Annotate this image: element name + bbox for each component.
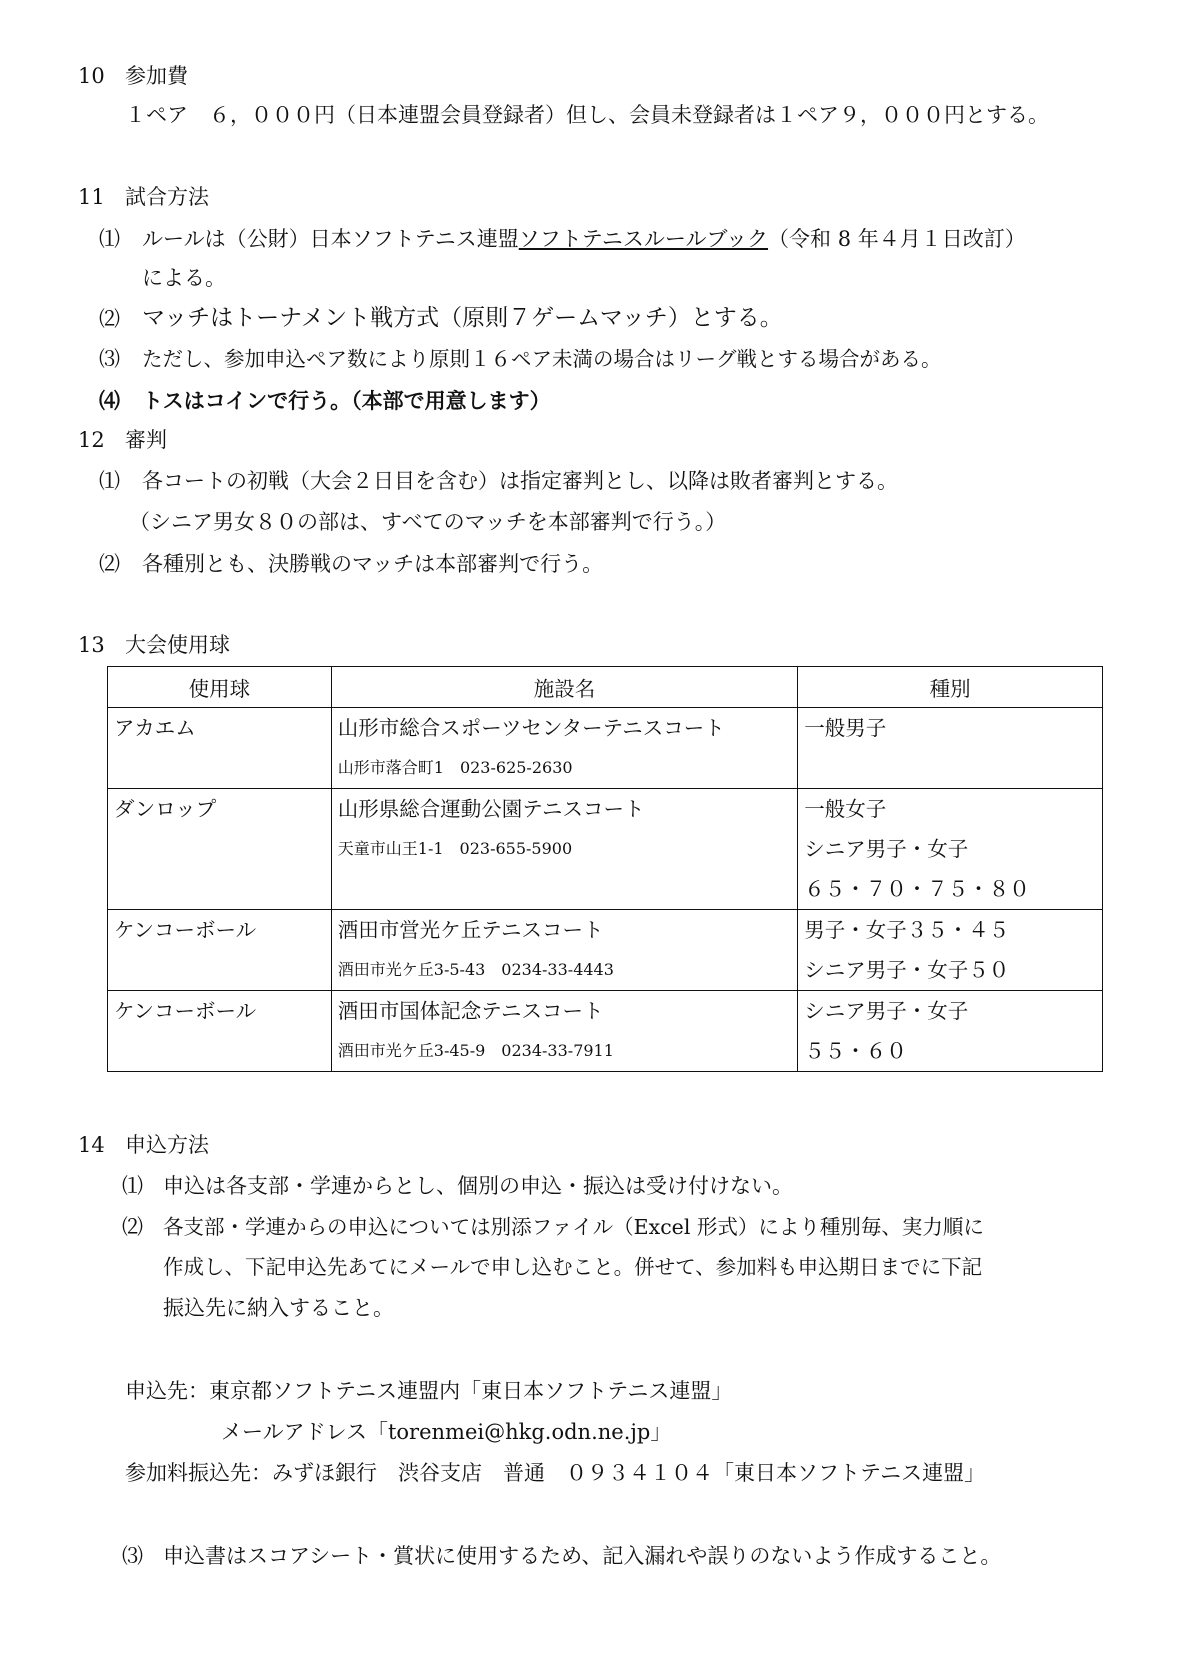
section-11-item-4: トスはコインで行う。（本部で用意します）	[142, 388, 551, 413]
bank-value: みずほ銀行 渋谷支店 普通 ０９３４１０４「東日本ソフトテニス連盟」	[272, 1461, 986, 1485]
facility-name: 酒田市国体記念テニスコート	[337, 999, 604, 1023]
section-14-number: 14	[78, 1133, 105, 1157]
section-12-item-1-marker: ⑴	[99, 469, 120, 493]
category-cell	[798, 789, 1103, 910]
section-14-item-3: 申込書はスコアシート・賞状に使用するため、記入漏れや誤りのないよう作成すること。	[163, 1544, 1002, 1568]
rulebook-link-text: ソフトテニスルールブック	[518, 227, 769, 251]
ball-name: アカエム	[114, 716, 196, 740]
section-14-item-2-line-1: 各支部・学連からの申込については別添ファイル（Excel 形式）により種別毎、実力順に	[163, 1215, 984, 1239]
section-12-item-2: 各種別とも、決勝戦のマッチは本部審判で行う。	[142, 552, 604, 576]
category-line: ６５・７０・７５・８０	[804, 877, 1030, 901]
email-close: 」	[650, 1420, 672, 1444]
facility-name: 酒田市営光ケ丘テニスコート	[337, 918, 604, 942]
email-address[interactable]: torenmei@hkg.odn.ne.jp	[387, 1420, 651, 1444]
category-line: 男子・女子３５・４５	[804, 918, 1010, 942]
section-14-title: 申込方法	[125, 1133, 209, 1157]
section-11-item-4-marker: ⑷	[99, 388, 120, 413]
table-row	[108, 991, 1103, 1072]
section-11-item-1-continued: による。	[142, 266, 226, 290]
section-10-fee-line: １ペア ６，０００円（日本連盟会員登録者）但し、会員未登録者は１ペア９，０００円とする。	[125, 103, 1049, 127]
ball-cell	[108, 991, 332, 1072]
section-14-item-2-marker: ⑵	[122, 1215, 143, 1239]
ball-table	[107, 666, 1103, 1072]
section-14-item-3-marker: ⑶	[122, 1544, 143, 1568]
section-11-item-1-post: （令和 8 年４月１日改訂）	[768, 227, 1026, 251]
ball-cell	[108, 708, 332, 789]
facility-address: 酒田市光ケ丘3-45-9 0234-33-7911	[337, 1041, 614, 1060]
section-12-title: 審判	[125, 428, 167, 452]
section-12-item-2-marker: ⑵	[99, 552, 120, 576]
ball-name: ケンコーボール	[114, 918, 257, 942]
section-11-title: 試合方法	[125, 185, 209, 209]
section-12-item-1-note: （シニア男女８０の部は、すべてのマッチを本部審判で行う。）	[129, 510, 727, 534]
table-header-row	[108, 667, 1103, 708]
facility-name: 山形県総合運動公園テニスコート	[337, 797, 645, 821]
facility-name: 山形市総合スポーツセンターテニスコート	[337, 716, 725, 740]
section-12-item-1: 各コートの初戦（大会２日目を含む）は指定審判とし、以降は敗者審判とする。	[142, 469, 898, 493]
section-12-number: 12	[78, 428, 105, 452]
ball-cell	[108, 910, 332, 991]
facility-cell	[331, 910, 798, 991]
bank-transfer-line	[125, 1461, 985, 1486]
category-line: シニア男子・女子	[804, 999, 969, 1023]
email-label: メールアドレス「	[221, 1420, 388, 1444]
destination-label: 申込先：	[125, 1379, 209, 1403]
facility-address: 天童市山王1-1 023-655-5900	[337, 839, 573, 858]
table-row	[108, 708, 1103, 789]
header-ball: 使用球	[108, 667, 332, 708]
category-line: シニア男子・女子	[804, 837, 969, 861]
section-14-item-1: 申込は各支部・学連からとし、個別の申込・振込は受け付けない。	[163, 1174, 793, 1198]
section-14-item-1-marker: ⑴	[122, 1174, 143, 1198]
section-13-title: 大会使用球	[125, 633, 230, 657]
facility-cell	[331, 708, 798, 789]
header-facility: 施設名	[331, 667, 798, 708]
section-10-number: 10	[78, 64, 105, 88]
category-cell	[798, 991, 1103, 1072]
facility-address: 酒田市光ケ丘3-5-43 0234-33-4443	[337, 960, 614, 979]
section-10-title: 参加費	[125, 64, 188, 88]
section-14-item-2-line-3: 振込先に納入すること。	[163, 1296, 394, 1320]
section-13-number: 13	[78, 633, 105, 657]
header-category: 種別	[798, 667, 1103, 708]
ball-cell	[108, 789, 332, 910]
section-14-item-2-line-2: 作成し、下記申込先あてにメールで申し込むこと。併せて、参加料も申込期日までに下記	[163, 1255, 983, 1279]
category-cell	[798, 910, 1103, 991]
facility-address: 山形市落合町1 023-625-2630	[337, 758, 573, 777]
facility-cell	[331, 991, 798, 1072]
section-11-number: 11	[78, 185, 105, 209]
category-cell	[798, 708, 1103, 789]
section-11-item-1-pre: ルールは（公財）日本ソフトテニス連盟	[142, 227, 519, 251]
category-line: ５５・６０	[804, 1039, 907, 1063]
bank-label: 参加料振込先：	[125, 1461, 272, 1485]
table-row	[108, 910, 1103, 991]
section-11-item-1-marker: ⑴	[99, 227, 120, 251]
section-11-item-3-marker: ⑶	[99, 347, 120, 371]
category-line: 一般男子	[804, 716, 887, 740]
table-row	[108, 789, 1103, 910]
category-line: 一般女子	[804, 797, 887, 821]
destination-value: 東京都ソフトテニス連盟内「東日本ソフトテニス連盟」	[209, 1379, 733, 1403]
ball-name: ダンロップ	[114, 797, 217, 821]
section-11-item-2-marker: ⑵	[99, 307, 120, 331]
category-line: シニア男子・女子５０	[804, 958, 1010, 982]
email-line	[221, 1420, 671, 1445]
ball-name: ケンコーボール	[114, 999, 257, 1023]
section-11-item-3: ただし、参加申込ペア数により原則１６ペア未満の場合はリーグ戦とする場合がある。	[142, 347, 942, 371]
section-11-item-2: マッチはトーナメント戦方式（原則７ゲームマッチ）とする。	[142, 305, 783, 331]
application-destination	[125, 1379, 732, 1404]
facility-cell	[331, 789, 798, 910]
section-11-item-1	[142, 227, 1026, 252]
